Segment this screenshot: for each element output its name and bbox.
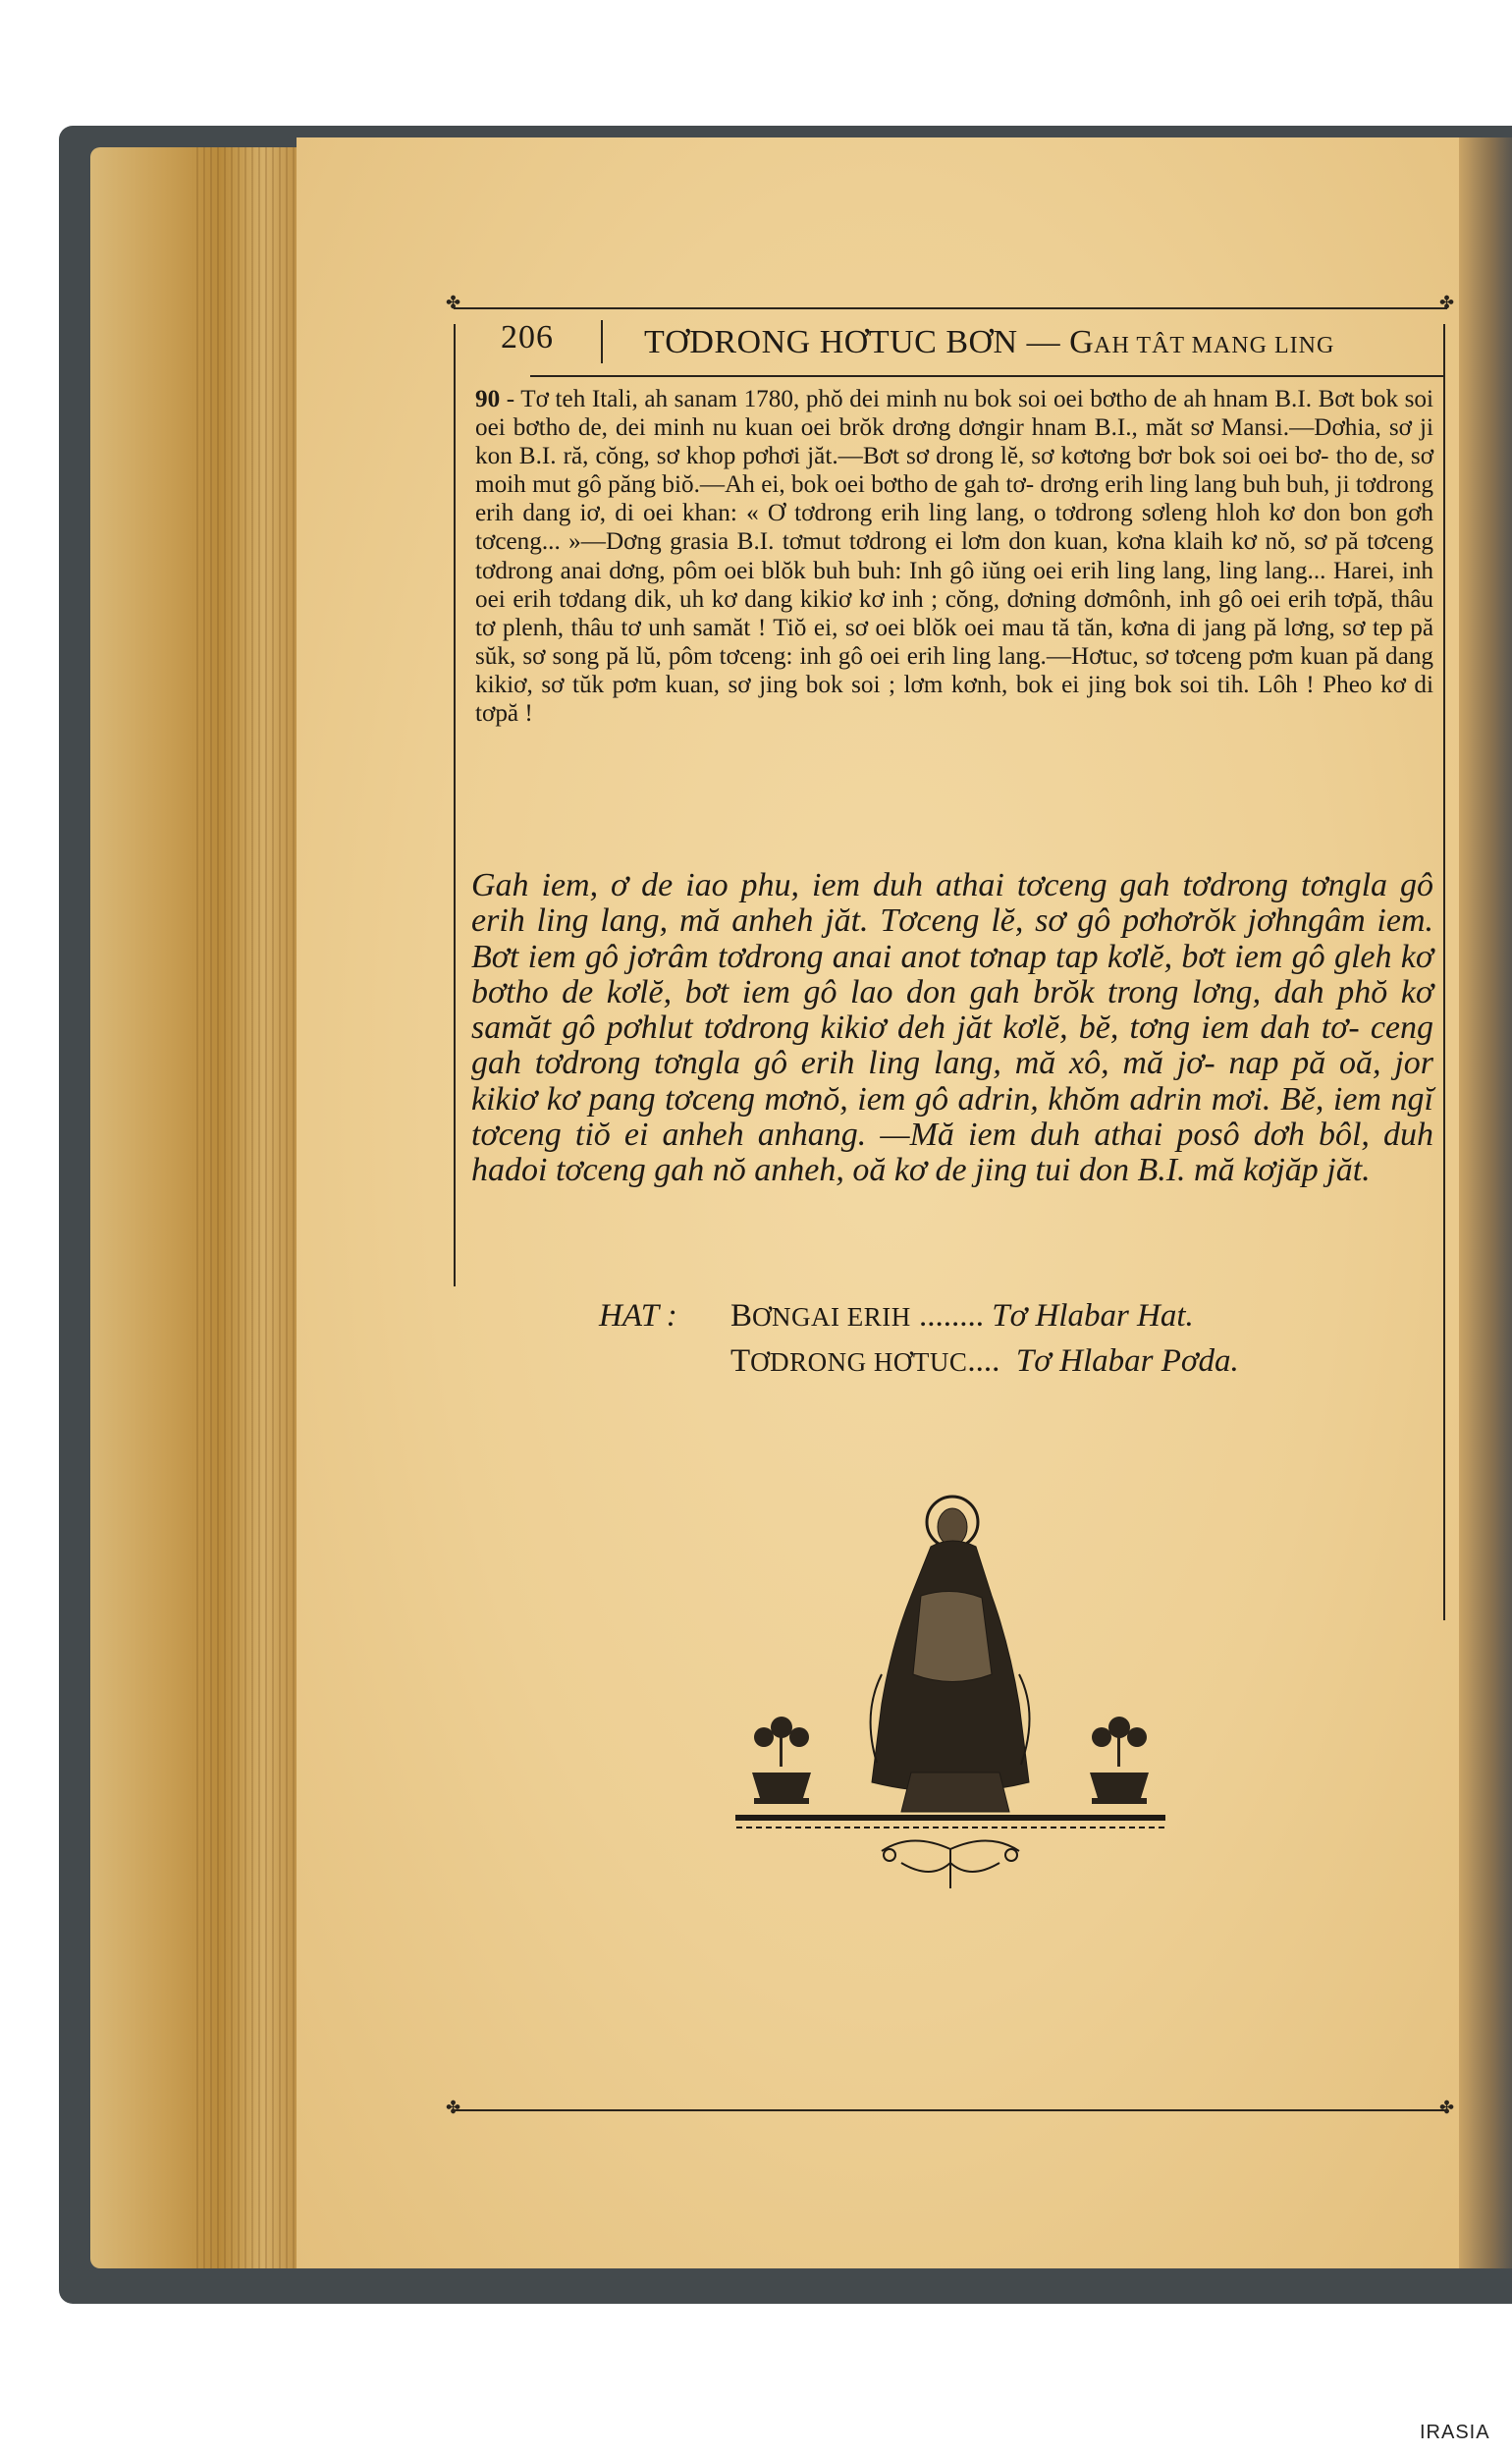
hymn-row-closing — [730, 1343, 1239, 1380]
story-text: dik, uh kơ dang kikiơ kơ inh ; cŏng, dơning dơmônh, inh gô oei erih — [633, 585, 1327, 613]
frame-left-rule — [454, 324, 456, 1286]
story-text: Lôh ! Pheo kơ di tơpă ! — [475, 671, 1434, 728]
story-text: drơng dơngir hnam B.I., măt sơ Mansi.—Dơhia, sơ ji kon B.I. ră, cŏng, — [475, 414, 1433, 470]
story-text: de ah hnam B.I. Bơt bok soi oei bơtho de, dei minh nu kuan oei brŏk — [475, 386, 1434, 442]
frame-bottom-rule — [454, 2109, 1447, 2111]
lesson-text: tơngla gô erih ling lang, mă anheh jăt. Tơceng lĕ, sơ gô — [471, 867, 1433, 940]
hymn-closing-initial: T — [730, 1343, 751, 1379]
frame-top-rule — [454, 307, 1447, 309]
story-text: klaih kơ nŏ, sơ pă tơceng tơdrong anai dơng, pôm oei blŏk buh buh: — [475, 528, 1433, 584]
frame-right-rule — [1443, 324, 1445, 1620]
hymn-closing-name: ƠDRONG HƠTUC — [750, 1347, 968, 1377]
running-head — [644, 324, 1334, 361]
story-paragraph — [475, 385, 1433, 728]
corner-ornament-icon: ✤ — [1439, 293, 1455, 312]
corner-ornament-icon: ✤ — [446, 2098, 461, 2117]
corner-ornament-icon: ✤ — [1439, 2098, 1455, 2117]
madonna-illustration — [734, 1478, 1166, 1890]
lesson-text: Gah iem, ơ de iao phu, iem duh athai tơceng gah tơdrong — [471, 867, 1289, 903]
story-text: inh gô oei erih ling lang.—Hơtuc, sơ tơceng pơm kuan pă dang kikiơ, — [475, 642, 1434, 698]
header-rule — [530, 375, 1443, 377]
lesson-text: khŏm adrin mơi. Bĕ, iem ngĭ tơceng tiŏ ei anheh anhang. — [471, 1080, 1434, 1154]
lesson-text: gô pơhlut tơdrong kikiơ deh jăt kơlĕ, bĕ, tơng iem dah tơ- — [562, 1009, 1360, 1047]
lesson-text: ceng gah tơdrong tơngla gô erih ling lang, mă xô, mă jơ- — [471, 1009, 1434, 1082]
hymn-song-dots: ........ — [910, 1298, 993, 1334]
story-text: sơ tŭk pơm kuan, sơ jing bok soi ; lơm kơnh, bok ei jing bok soi tih. — [541, 671, 1250, 698]
flower-vase-right-icon — [1090, 1717, 1149, 1804]
story-text: tho de, sơ moih mut gô păng biŏ.—Ah ei, bok oei bơtho de gah tơ- — [475, 443, 1434, 499]
page-number: 206 — [501, 319, 554, 355]
corner-ornament-icon: ✤ — [446, 293, 461, 312]
running-head-section-initial: G — [1069, 324, 1095, 360]
story-text: drơng erih ling lang buh buh, ji tơdrong erih dang iơ, di oei khan: — [475, 471, 1433, 527]
hymn-closing-dots: .... — [967, 1343, 1016, 1379]
lesson-text: nap pă oă, jor kikiơ kơ pang tơceng mơnŏ, iem gô adrin, — [471, 1045, 1434, 1118]
running-head-title: TƠDRONG HƠTUC BƠN — [644, 324, 1018, 360]
lesson-text: pơhơrŏk jơhngâm iem. Bơt iem gô jơrâm tơdrong anai — [471, 902, 1434, 975]
hymn-song-name: ƠNGAI ERIH — [752, 1302, 911, 1332]
lesson-text: —Mă iem duh athai posô dơh bôl, duh hadoi tơceng gah — [471, 1117, 1434, 1189]
saint-figure-icon — [871, 1497, 1030, 1812]
story-number: 90 — [475, 386, 501, 412]
lesson-text: iem gô lao don gah brŏk trong lơng, dah phŏ kơ samăt — [471, 973, 1433, 1047]
flower-vase-left-icon — [752, 1717, 811, 1804]
story-text: tăn, kơna di jang pă lơng, sơ tep pă sŭk, sơ song pă lŭ, pôm tơceng: — [475, 614, 1433, 670]
watermark: IRASIA — [1420, 2422, 1490, 2443]
header-separator — [601, 320, 603, 363]
lesson-text: nŏ anheh, oă kơ de jing tui don B.I. mă kơjăp jăt. — [712, 1152, 1371, 1189]
lesson-text: anot tơnap tap kơlĕ, bơt iem gô gleh kơ bơtho de kơlĕ, bơt — [471, 938, 1433, 1010]
hymn-label: HAT : — [599, 1298, 677, 1334]
story-text: - Tơ teh Itali, ah sanam 1780, phŏ dei minh nu bok soi oei bơtho — [506, 386, 1148, 412]
hymn-row-song — [730, 1298, 1194, 1335]
book-gutter — [1459, 137, 1512, 2268]
ornament-base-icon — [736, 1816, 1164, 1888]
story-text: tơpă, thâu tơ plenh, thâu tơ unh samăt ! Tiŏ ei, sơ oei blŏk oei mau tă — [475, 585, 1434, 641]
story-text: « Ơ tơdrong erih ling lang, o tơdrong sơleng hloh kơ don bon gơh — [746, 500, 1433, 527]
story-text: tơceng... »—Dơng grasia B.I. tơmut tơdrong ei lơm don kuan, kơna — [475, 528, 1165, 556]
running-head-section: AH TÂT MANG LING — [1094, 333, 1335, 358]
running-head-dash: — — [1026, 324, 1061, 360]
story-text: sơ khop pơhơi jăt.—Bơt sơ drong lĕ, sơ kơtơng bơr bok soi oei bơ- — [656, 443, 1329, 470]
hymn-closing-page: Tơ Hlabar Pơda. — [1015, 1343, 1239, 1379]
page-fore-edge-lines — [196, 147, 304, 2268]
hymn-song-page: Tơ Hlabar Hat. — [992, 1298, 1194, 1334]
hymn-song-initial: B — [730, 1298, 753, 1334]
story-text: Inh gô iŭng oei erih ling lang, ling lang... Harei, inh oei erih tơdang — [475, 557, 1434, 613]
lesson-paragraph — [471, 868, 1433, 1189]
